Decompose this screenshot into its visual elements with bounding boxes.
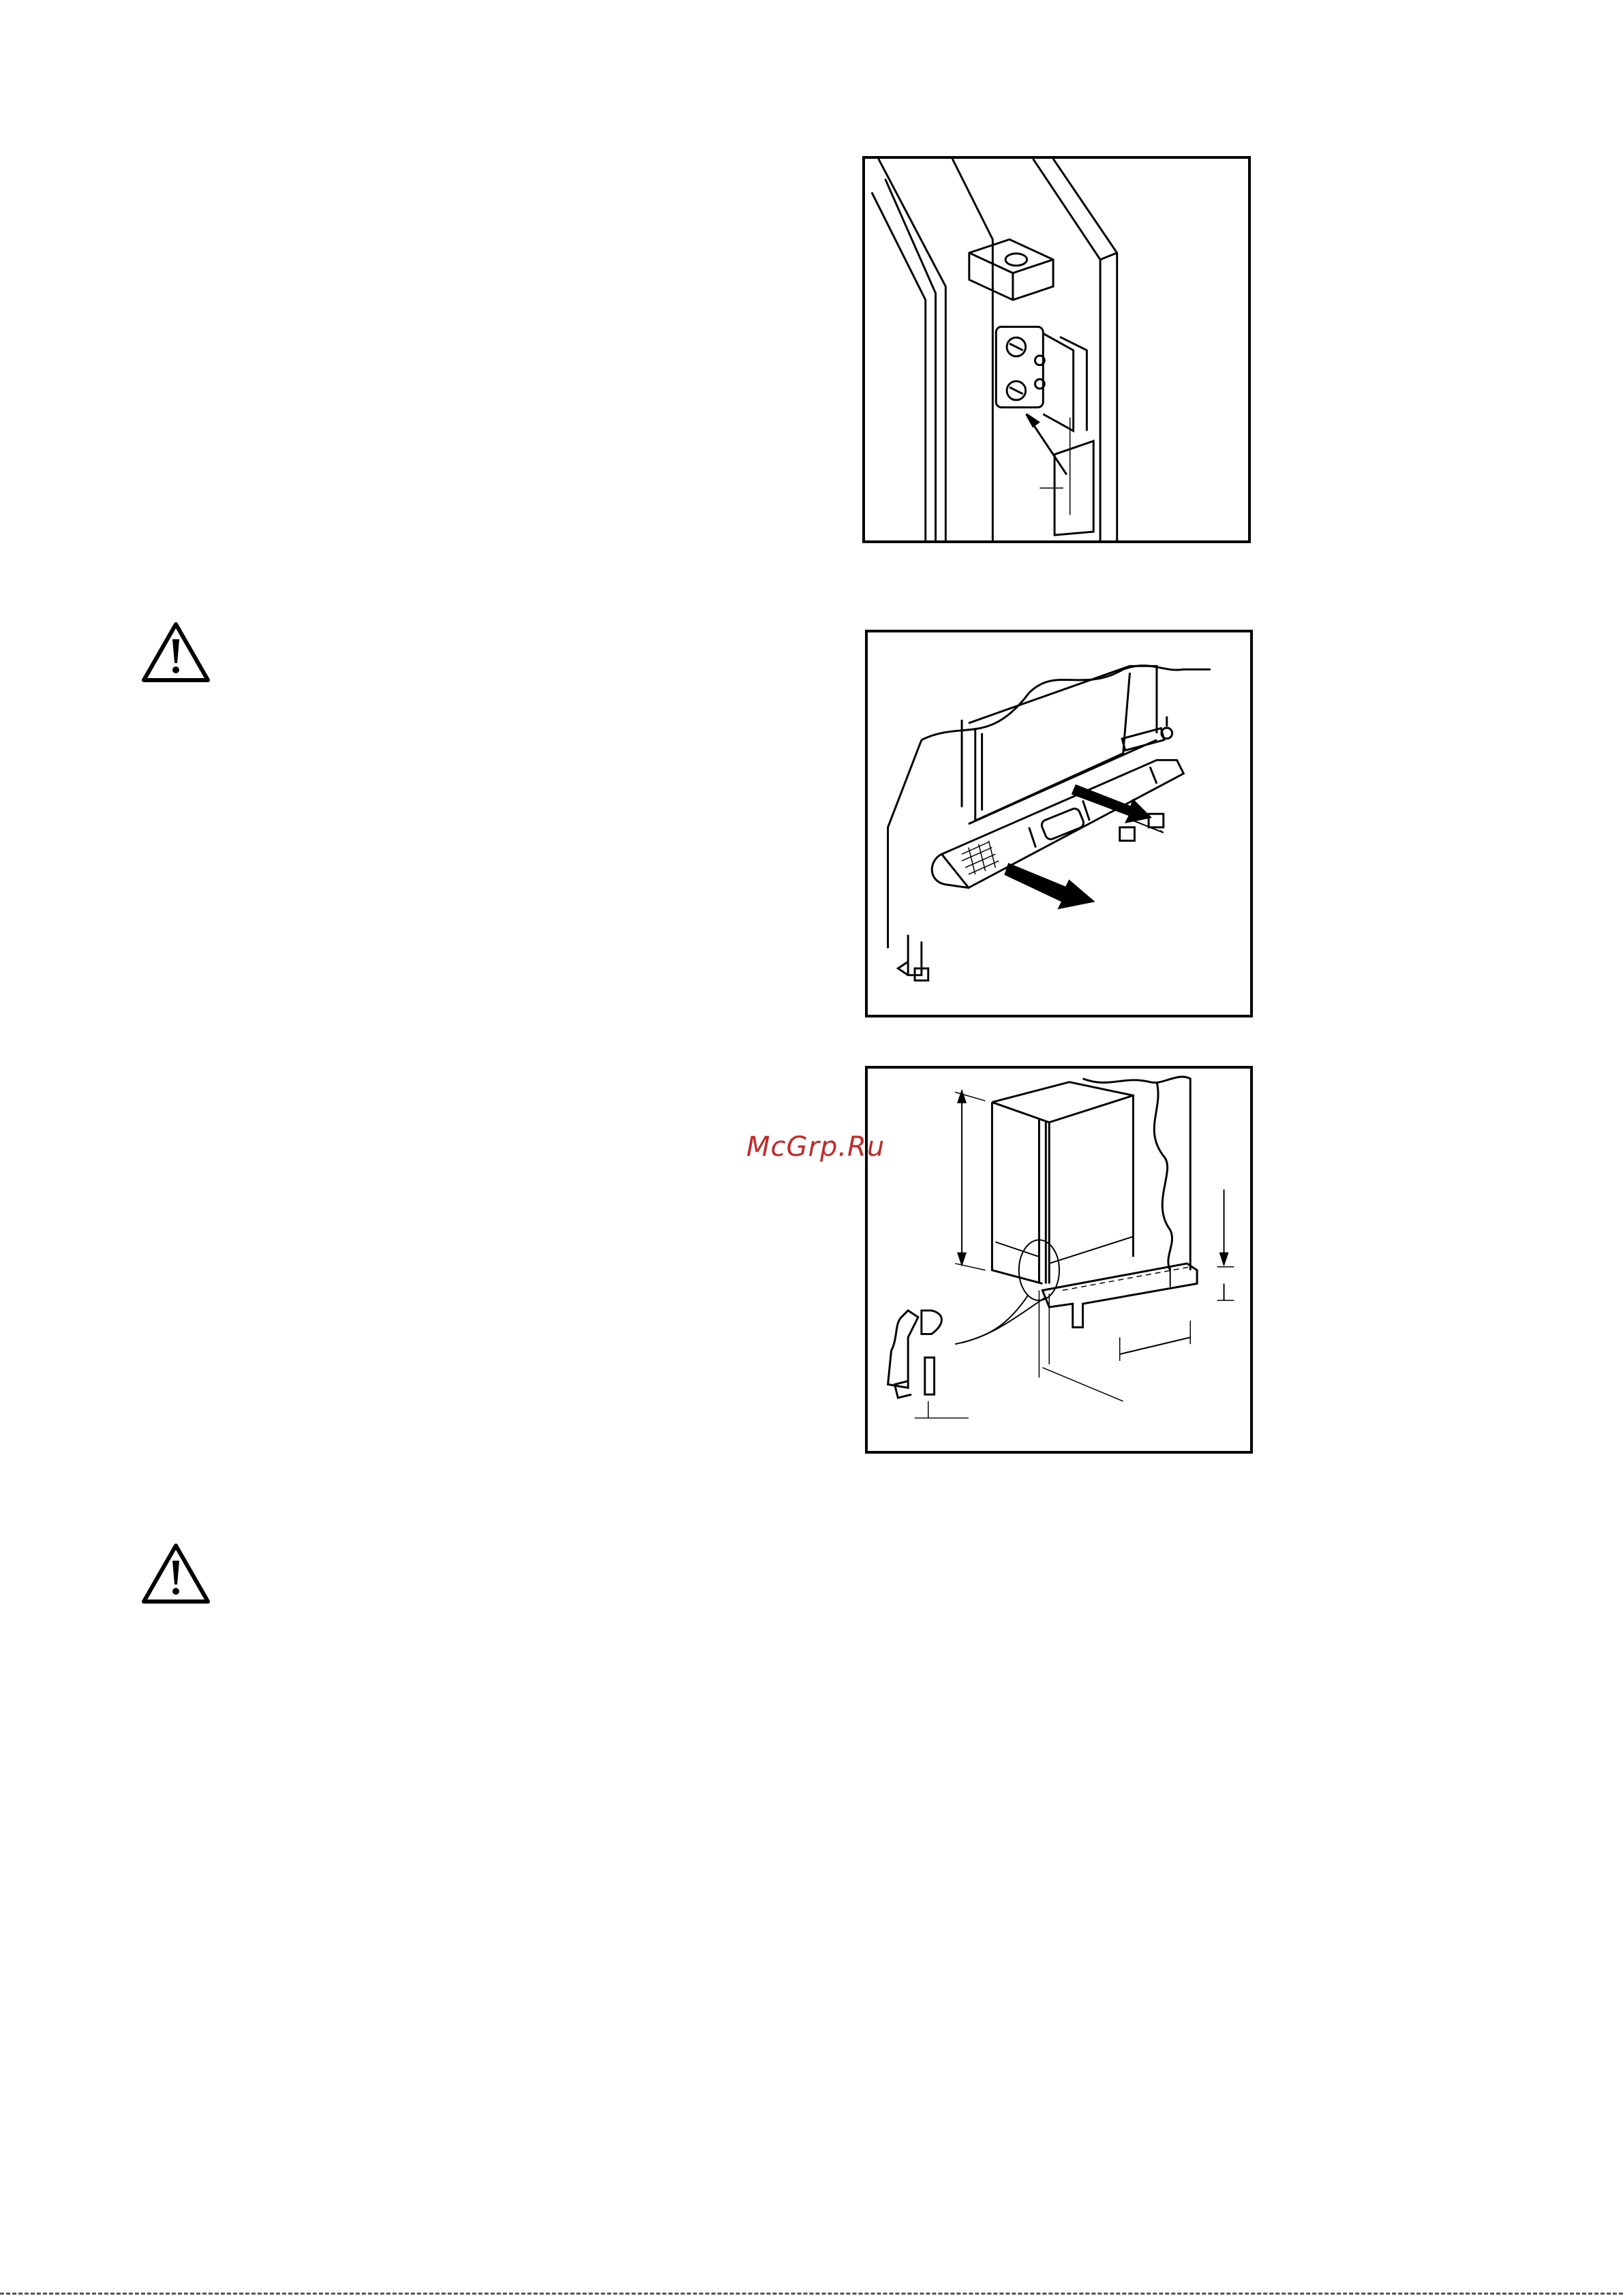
door-hinge-drawing [865, 159, 1248, 540]
appliance-installation-drawing [868, 1069, 1250, 1451]
door-hinge-figure [862, 156, 1251, 543]
watermark-text: McGrp.Ru [746, 1131, 885, 1163]
plinth-grille-figure [865, 630, 1253, 1017]
warning-triangle-icon [140, 1542, 211, 1606]
warning-triangle-icon [140, 620, 211, 684]
appliance-installation-figure [865, 1066, 1253, 1454]
page-footer-rule [0, 2293, 1623, 2295]
plinth-grille-drawing [868, 632, 1250, 1015]
